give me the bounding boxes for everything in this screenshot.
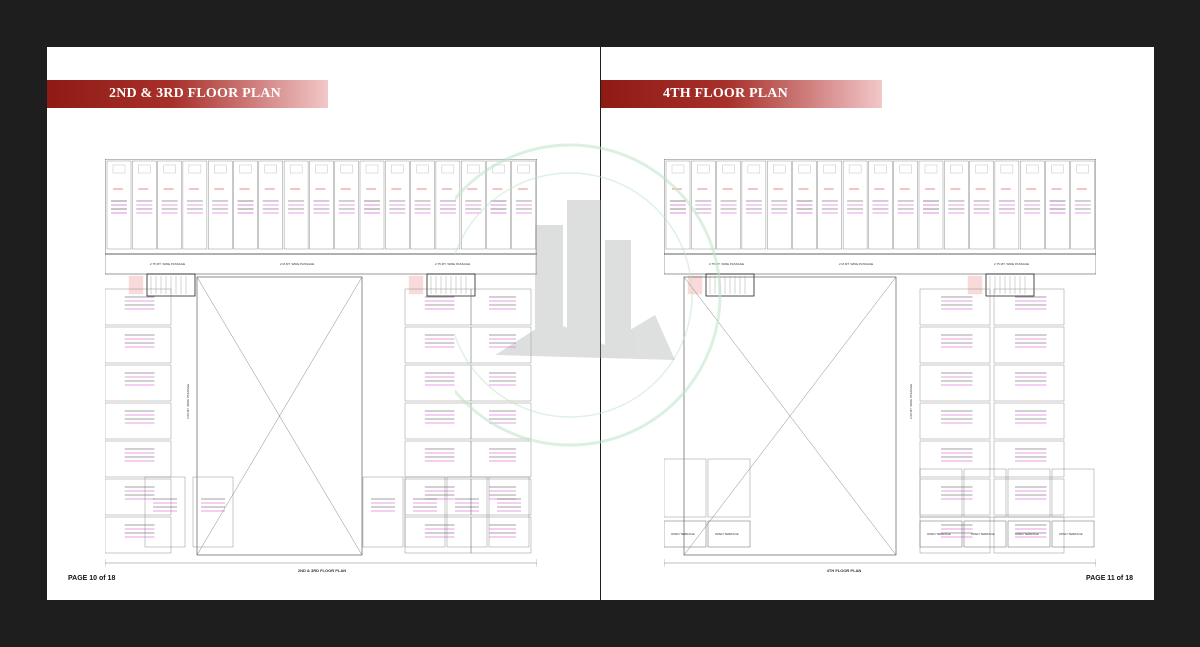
office-wc xyxy=(366,165,378,173)
office-wc xyxy=(1026,165,1038,173)
page-number: PAGE 10 of 18 xyxy=(68,575,116,582)
side-office-unit xyxy=(994,441,1064,477)
floor-plan-svg xyxy=(105,159,537,579)
passage-label: 2.75 MT. WIDE PASSAGE xyxy=(709,262,745,266)
office-wc xyxy=(950,165,962,173)
office-wc xyxy=(697,165,709,173)
section-banner: 2ND & 3RD FLOOR PLAN xyxy=(47,80,328,108)
side-office-unit xyxy=(994,289,1064,325)
plan-caption: 2ND & 3RD FLOOR PLAN xyxy=(297,568,347,573)
lift-shaft xyxy=(129,276,143,294)
side-office-unit xyxy=(405,365,471,401)
passage-label: 2.75 MT. WIDE PASSAGE xyxy=(150,262,186,266)
bottom-office-unit xyxy=(193,477,233,547)
bottom-office-unit xyxy=(964,469,1006,517)
bottom-office-unit xyxy=(489,477,529,547)
side-office-unit xyxy=(920,441,990,477)
office-wc xyxy=(723,165,735,173)
bottom-office-unit xyxy=(363,477,403,547)
side-office-unit xyxy=(471,403,531,439)
side-office-unit xyxy=(994,365,1064,401)
lift-shaft xyxy=(968,276,982,294)
office-wc xyxy=(799,165,811,173)
office-wc xyxy=(442,165,454,173)
office-wc xyxy=(874,165,886,173)
office-wc xyxy=(417,165,429,173)
office-wc xyxy=(290,165,302,173)
side-office-unit xyxy=(105,441,171,477)
office-wc xyxy=(189,165,201,173)
side-office-unit xyxy=(920,289,990,325)
office-wc xyxy=(824,165,836,173)
top-office-band xyxy=(664,159,1096,254)
side-office-unit xyxy=(920,327,990,363)
office-wc xyxy=(265,165,277,173)
office-wc xyxy=(976,165,988,173)
side-office-unit xyxy=(105,327,171,363)
office-wc xyxy=(240,165,252,173)
office-wc xyxy=(341,165,353,173)
floor-plan-svg xyxy=(664,159,1096,579)
side-office-unit xyxy=(405,441,471,477)
office-wc xyxy=(773,165,785,173)
office-wc xyxy=(672,165,684,173)
passage-label: 2 M.MT. WIDE PASSAGE xyxy=(839,262,874,266)
passage-label: 2 M.MT. WIDE PASSAGE xyxy=(280,262,315,266)
office-wc xyxy=(900,165,912,173)
terrace-label: OPEN TERRACE xyxy=(927,532,951,536)
page-10 xyxy=(47,47,600,600)
terrace-label: OPEN TERRACE xyxy=(1059,532,1083,536)
terrace-label: OPEN TERRACE xyxy=(1015,532,1039,536)
side-office-unit xyxy=(471,479,531,515)
bottom-office-unit xyxy=(1052,469,1094,517)
bottom-office-unit xyxy=(920,469,962,517)
office-wc xyxy=(315,165,327,173)
bottom-office-unit xyxy=(145,477,185,547)
side-office-unit xyxy=(920,365,990,401)
side-office-unit xyxy=(405,327,471,363)
side-office-unit xyxy=(994,327,1064,363)
side-passage-label: 2.00 MT. WIDE PASSAGE xyxy=(909,383,913,419)
plan-caption: 4TH FLOOR PLAN xyxy=(826,568,862,573)
terrace-label: OPEN TERRACE xyxy=(671,532,695,536)
side-office-unit xyxy=(471,365,531,401)
side-office-unit xyxy=(920,479,990,515)
passage-label: 2.75 MT. WIDE PASSAGE xyxy=(994,262,1030,266)
office-wc xyxy=(391,165,403,173)
office-wc xyxy=(113,165,125,173)
bottom-office-unit xyxy=(1008,469,1050,517)
office-wc xyxy=(467,165,479,173)
side-office-unit xyxy=(405,289,471,325)
bottom-office-unit xyxy=(708,459,750,517)
side-office-unit xyxy=(471,441,531,477)
office-wc xyxy=(518,165,530,173)
office-wc xyxy=(748,165,760,173)
top-office-band xyxy=(105,159,537,254)
office-wc xyxy=(1052,165,1064,173)
office-wc xyxy=(849,165,861,173)
side-office-unit xyxy=(105,365,171,401)
side-office-unit xyxy=(105,517,171,553)
bottom-office-unit xyxy=(447,477,487,547)
passage-label: 2.75 MT. WIDE PASSAGE xyxy=(435,262,471,266)
lift-shaft xyxy=(409,276,423,294)
side-office-unit xyxy=(471,517,531,553)
side-office-unit xyxy=(920,403,990,439)
page-number: PAGE 11 of 18 xyxy=(1086,575,1133,582)
side-office-unit xyxy=(105,403,171,439)
office-wc xyxy=(138,165,150,173)
side-office-unit xyxy=(471,289,531,325)
side-office-unit xyxy=(405,479,471,515)
office-wc xyxy=(925,165,937,173)
floor-plan-drawing xyxy=(105,159,537,579)
side-office-unit xyxy=(105,479,171,515)
bottom-office-unit xyxy=(405,477,445,547)
terrace-label: OPEN TERRACE xyxy=(715,532,739,536)
side-passage-label: 2.00 MT. WIDE PASSAGE xyxy=(186,383,190,419)
side-office-unit xyxy=(994,479,1064,515)
section-banner: 4TH FLOOR PLAN xyxy=(601,80,882,108)
side-office-unit xyxy=(105,289,171,325)
office-wc xyxy=(1077,165,1089,173)
bottom-office-unit xyxy=(664,459,706,517)
side-office-unit xyxy=(994,403,1064,439)
side-office-unit xyxy=(405,517,471,553)
office-wc xyxy=(1001,165,1013,173)
office-wc xyxy=(493,165,505,173)
office-wc xyxy=(214,165,226,173)
office-wc xyxy=(164,165,176,173)
floor-plan-drawing xyxy=(664,159,1096,579)
terrace-label: OPEN TERRACE xyxy=(971,532,995,536)
side-office-unit xyxy=(471,327,531,363)
page-11 xyxy=(601,47,1154,600)
side-office-unit xyxy=(405,403,471,439)
